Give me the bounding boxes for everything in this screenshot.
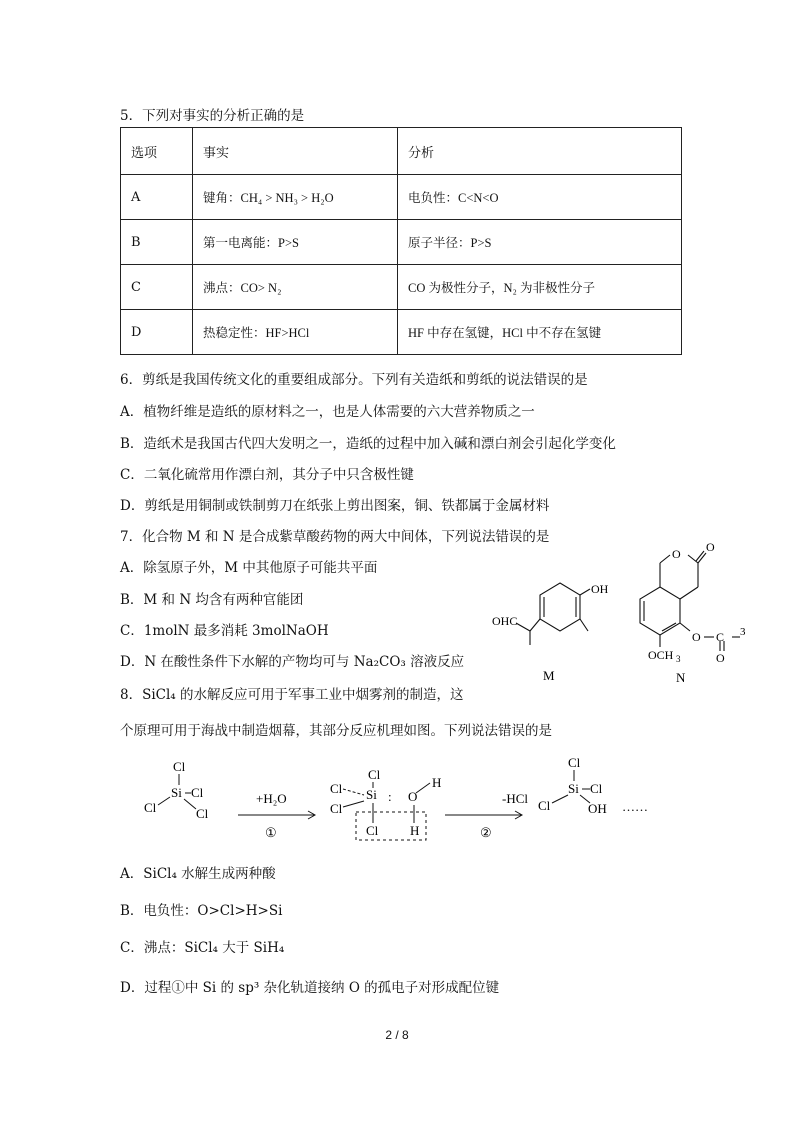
page-number: 2 / 8 xyxy=(385,1028,409,1042)
n-methoxy-sub: 3 xyxy=(676,654,681,664)
row-analysis: 原子半径：P>S xyxy=(398,220,682,265)
n-carbonyl-oxygen: O xyxy=(706,540,715,554)
q8-stem-line1: 8．SiCl₄ 的水解反应可用于军事工业中烟雾剂的制造，这 xyxy=(120,687,464,703)
header-analysis: 分析 xyxy=(398,128,682,175)
row-analysis: 电负性：C<N<O xyxy=(398,175,682,220)
si-label: Si xyxy=(366,787,377,802)
table-row xyxy=(121,265,682,310)
q8-stem-line2: 个原理可用于海战中制造烟幕，其部分反应机理如图。下列说法错误的是 xyxy=(120,723,552,739)
m-ohc-label: OHC xyxy=(492,614,518,628)
row-option: C xyxy=(121,265,193,310)
si-label: Si xyxy=(568,781,579,796)
row-fact: 热稳定性：HF>HCl xyxy=(193,310,398,355)
q5-table xyxy=(120,127,682,355)
cl-label: Cl xyxy=(568,755,581,770)
header-option: 选项 xyxy=(121,128,193,175)
cl-label: Cl xyxy=(590,781,603,796)
cl-label: Cl xyxy=(368,767,381,782)
compound-m-label: M xyxy=(543,668,555,683)
row-option: A xyxy=(121,175,193,220)
row-fact: 键角：CH₄ > NH₃ > H₂O xyxy=(193,175,398,220)
o-label: O xyxy=(408,789,418,804)
q7-option-b: B．M 和 N 均含有两种官能团 xyxy=(120,592,304,608)
cl-label: Cl xyxy=(330,801,343,816)
oh-label: OH xyxy=(588,801,607,816)
cl-label: Cl xyxy=(538,798,551,813)
q8-option-d: D．过程①中 Si 的 sp³ 杂化轨道接纳 O 的孤电子对形成配位键 xyxy=(120,980,500,996)
row-analysis: HF 中存在氢键，HCl 中不存在氢键 xyxy=(398,310,682,355)
table-row xyxy=(121,175,682,220)
compound-n-label: N xyxy=(676,670,686,685)
n-ester-oxygen: O xyxy=(692,630,701,644)
row-fact: 第一电离能：P>S xyxy=(193,220,398,265)
step2-number: ② xyxy=(480,825,492,840)
si-label: Si xyxy=(171,785,182,800)
q8-option-b: B．电负性：O>Cl>H>Si xyxy=(120,903,283,919)
q7-option-c: C．1molN 最多消耗 3molNaOH xyxy=(120,623,329,639)
q6-option-a: A．植物纤维是造纸的原材料之一，也是人体需要的六大营养物质之一 xyxy=(120,404,535,420)
row-analysis: CO 为极性分子，N₂ 为非极性分子 xyxy=(398,265,682,310)
ellipsis-label: …… xyxy=(622,799,648,814)
table-row xyxy=(121,310,682,355)
row-option: B xyxy=(121,220,193,265)
cl-label: Cl xyxy=(196,806,209,821)
n-double-oxygen: O xyxy=(716,651,725,665)
cl-label: Cl xyxy=(366,823,379,838)
m-oh-label: OH xyxy=(591,582,609,596)
step1-number: ① xyxy=(265,825,277,840)
h-label: H xyxy=(432,775,442,790)
n-ring-oxygen: O xyxy=(672,547,681,561)
table-row xyxy=(121,220,682,265)
q7-option-a: A．除氢原子外，M 中其他原子可能共平面 xyxy=(120,560,378,576)
table-header-row xyxy=(121,128,682,175)
cl-label: Cl xyxy=(144,800,157,815)
colon-label: : xyxy=(388,789,392,804)
q6-option-b: B．造纸术是我国古代四大发明之一，造纸的过程中加入碱和漂白剂会引起化学变化 xyxy=(120,436,616,452)
step2-reagent: -HCl xyxy=(502,791,528,806)
step1-reagent: +H₂O xyxy=(256,791,287,806)
cl-label: Cl xyxy=(330,781,343,796)
header-fact: 事实 xyxy=(193,128,398,175)
sicl4-mechanism-diagram xyxy=(140,755,680,847)
cl-label: Cl xyxy=(173,759,186,774)
q8-option-a: A．SiCl₄ 水解生成两种酸 xyxy=(120,866,276,882)
n-methoxy-label: OCH xyxy=(648,648,674,662)
compound-n-structure xyxy=(636,535,756,695)
q6-stem: 6．剪纸是我国传统文化的重要组成部分。下列有关造纸和剪纸的说法错误的是 xyxy=(120,372,588,388)
q7-option-d: D．N 在酸性条件下水解的产物均可与 Na₂CO₃ 溶液反应 xyxy=(120,654,465,670)
h-label: H xyxy=(410,823,420,838)
q8-option-c: C．沸点：SiCl₄ 大于 SiH₄ xyxy=(120,940,285,956)
q5-stem: 5．下列对事实的分析正确的是 xyxy=(120,108,305,124)
compound-m-structure xyxy=(488,575,618,690)
q6-option-d: D．剪纸是用铜制或铁制剪刀在纸张上剪出图案，铜、铁都属于金属材料 xyxy=(120,498,550,514)
n-ester-carbon: C xyxy=(716,630,725,644)
q7-stem: 7．化合物 M 和 N 是合成紫草酸药物的两大中间体，下列说法错误的是 xyxy=(120,529,550,545)
q6-option-c: C．二氧化硫常用作漂白剂，其分子中只含极性键 xyxy=(120,467,414,483)
cl-label: Cl xyxy=(191,785,204,800)
row-option: D xyxy=(121,310,193,355)
n-methyl-label: 3 xyxy=(740,626,746,638)
row-fact: 沸点：CO> N₂ xyxy=(193,265,398,310)
